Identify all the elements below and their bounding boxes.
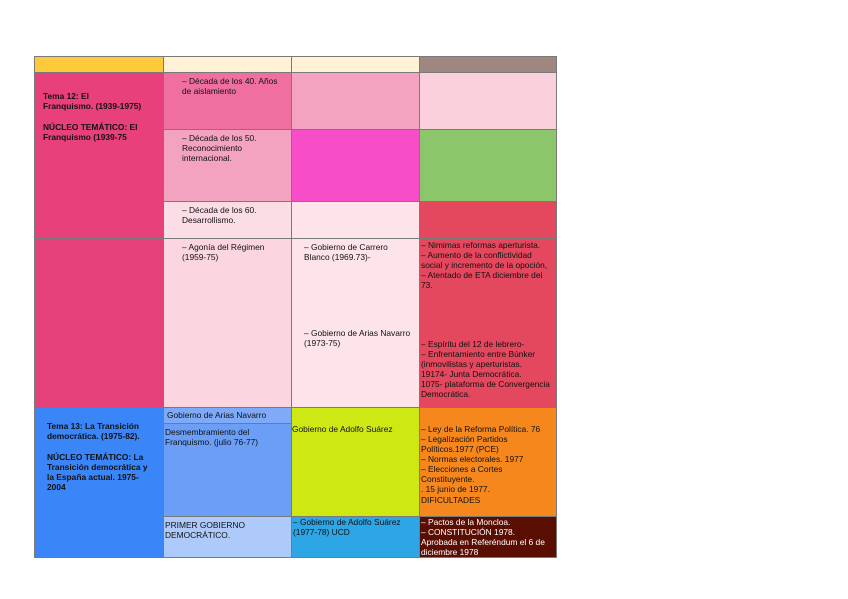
- decada60-text: – Década de los 60. Desarrollismo.: [182, 205, 257, 226]
- suarez-text: Gobierno de Adolfo Suárez: [292, 424, 393, 434]
- decada50-col3: [291, 129, 420, 202]
- reforma-cell: [419, 407, 557, 517]
- decada40-col3: [291, 72, 420, 130]
- tema12-title: Tema 12: El Franquismo. (1939-1975): [43, 91, 142, 112]
- reformas-cell: [419, 238, 557, 408]
- moncloa-text: – Pactos de la Moncloa. – CONSTITUCIÓN 1978. Aprobada en Referéndum el 6 de diciembre 1978: [421, 517, 545, 558]
- tema13-title-cell: [34, 407, 164, 558]
- desmembramiento-text: Desmembramiento del Franquismo. (julio 76-77): [165, 427, 259, 448]
- primer-gobierno-cell: [163, 516, 292, 558]
- decada40-text: – Década de los 40. Años de aislamiento: [182, 76, 278, 97]
- moncloa-cell: [419, 516, 557, 558]
- header-cell-3: [291, 56, 420, 73]
- decada50-text: – Década de los 50. Reconocimiento internacional.: [182, 133, 257, 164]
- header-cell-1: [34, 56, 164, 73]
- decada60-cell: [163, 201, 292, 239]
- decada50-cell: [163, 129, 292, 202]
- suarez-ucd-cell: [291, 516, 420, 558]
- header-cell-4: [419, 56, 557, 73]
- decada50-col4: [419, 129, 557, 202]
- suarez-ucd-text: – Gobierno de Adolfo Suárez (1977-78) UCD: [293, 517, 401, 538]
- tema13-nucleo: NÚCLEO TEMÁTICO: La Transición democrática y la España actual. 1975- 2004: [47, 452, 148, 493]
- decada40-cell: [163, 72, 292, 130]
- agonia-col1: [34, 238, 164, 408]
- espiritu-text: – Espíritu del 12 de lebrero- – Enfrentamiento entre Búnker (inmovilistas y aperturistas. 19174- Junta Democrática. 1075- plataforma de Convergencia Democrática.: [421, 339, 550, 400]
- reforma-text: – Ley de la Reforma Política. 76 – Legalización Partidos Políticos.1977 (PCE) – Normas electorales. 1977 – Elecciones a Cortes Constituyente. . 15 junio de 1977. DIFICULTADES: [421, 424, 541, 505]
- decada60-col3: [291, 201, 420, 239]
- agonia-text: – Agonía del Régimen (1959-75): [182, 242, 265, 263]
- agonia-cell: [163, 238, 292, 408]
- decada40-col4: [419, 72, 557, 130]
- reformas-text: – Nimimas reformas aperturista. – Aumento de la conflictividad social y incremento de la opoción, – Atentado de ETA diciembre del 73.: [421, 240, 548, 291]
- gobiernos-cell: [291, 238, 420, 408]
- primer-gobierno-text: PRIMER GOBIERNO DEMOCRÁTICO.: [165, 520, 246, 541]
- suarez-cell: [291, 407, 420, 517]
- carrero-text: – Gobierno de Carrero Blanco (1969.73)-: [304, 242, 388, 263]
- header-cell-2: [163, 56, 292, 73]
- tema12-nucleo: NÚCLEO TEMÁTICO: El Franquismo (1939-75: [43, 122, 138, 143]
- tema12-title-cell: [34, 72, 164, 239]
- desmembramiento-cell: [163, 423, 292, 517]
- tema13-title: Tema 13: La Transición democrática. (1975-82).: [47, 421, 140, 442]
- arias-gov-cell: [163, 407, 292, 424]
- arias-gov-text: Gobierno de Arias Navarro: [167, 410, 267, 420]
- arias-text: – Gobierno de Arias Navarro (1973-75): [304, 328, 411, 349]
- decada60-col4: [419, 201, 557, 239]
